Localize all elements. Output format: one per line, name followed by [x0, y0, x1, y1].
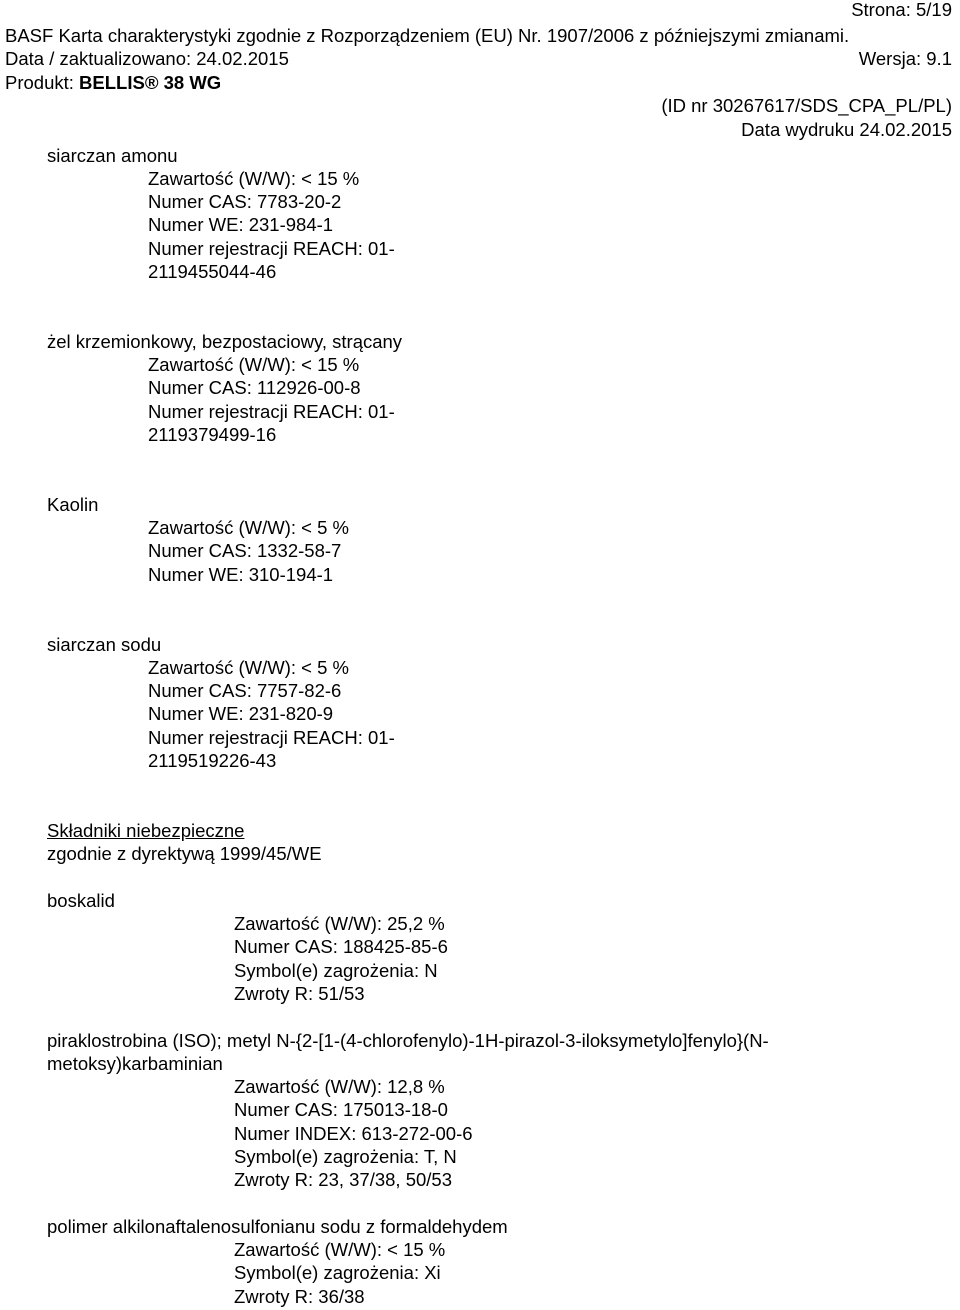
substance-name: żel krzemionkowy, bezpostaciowy, strącany [47, 331, 403, 352]
page-number: Strona: 5/19 [851, 0, 952, 20]
substance-detail: Numer rejestracji REACH: 01- [148, 401, 395, 422]
substance-detail: Numer CAS: 112926-00-8 [148, 377, 361, 398]
substance-detail: Numer rejestracji REACH: 01- [148, 238, 395, 259]
substance-detail: 2119455044-46 [148, 261, 277, 282]
substance-detail: Zawartość (W/W): 12,8 % [234, 1076, 445, 1097]
substance-detail: Numer CAS: 175013-18-0 [234, 1099, 448, 1120]
substance-detail: Zawartość (W/W): < 15 % [148, 168, 360, 189]
substance-detail: Zwroty R: 36/38 [234, 1286, 365, 1307]
substance-name-continued: metoksy)karbaminian [47, 1053, 223, 1074]
substance-detail: Zawartość (W/W): < 15 % [148, 354, 360, 375]
substance-detail: Zawartość (W/W): 25,2 % [234, 913, 445, 934]
substance-detail: Numer WE: 231-984-1 [148, 214, 334, 235]
substance-detail: Symbol(e) zagrożenia: Xi [234, 1262, 441, 1283]
section-heading: Składniki niebezpieczne [47, 820, 245, 841]
substance-name: siarczan amonu [47, 145, 178, 166]
substance-detail: 2119519226-43 [148, 750, 277, 771]
substance-detail: Zawartość (W/W): < 5 % [148, 517, 349, 538]
substance-name: polimer alkilonaftalenosulfonianu sodu z formaldehydem [47, 1216, 508, 1237]
substance-detail: Zawartość (W/W): < 15 % [234, 1239, 446, 1260]
substance-name: piraklostrobina (ISO); metyl N-{2-[1-(4-chlorofenylo)-1H-pirazol-3-iloksymetylo]fenylo}(N- [47, 1030, 769, 1051]
substance-detail: 2119379499-16 [148, 424, 277, 445]
substance-detail: Numer CAS: 7783-20-2 [148, 191, 342, 212]
substance-name: Kaolin [47, 494, 99, 515]
substance-detail: Zwroty R: 51/53 [234, 983, 365, 1004]
version: Wersja: 9.1 [858, 48, 952, 69]
substance-detail: Zawartość (W/W): < 5 % [148, 657, 349, 678]
substance-detail: Numer CAS: 188425-85-6 [234, 936, 448, 957]
product-label: Produkt: [5, 72, 80, 93]
substance-detail: Numer WE: 310-194-1 [148, 564, 334, 585]
product-name: BELLIS® 38 WG [79, 72, 222, 93]
substance-detail: Symbol(e) zagrożenia: T, N [234, 1146, 457, 1167]
substance-detail: Numer INDEX: 613-272-00-6 [234, 1123, 473, 1144]
substance-name: siarczan sodu [47, 634, 162, 655]
substance-detail: Symbol(e) zagrożenia: N [234, 960, 438, 981]
print-date: Data wydruku 24.02.2015 [741, 119, 952, 140]
substance-detail: Zwroty R: 23, 37/38, 50/53 [234, 1169, 453, 1190]
document-title: BASF Karta charakterystyki zgodnie z Rozporządzeniem (EU) Nr. 1907/2006 z późniejszymi zmianami. [5, 25, 850, 46]
substance-name: boskalid [47, 890, 115, 911]
substance-detail: Numer rejestracji REACH: 01- [148, 727, 395, 748]
document-id: (ID nr 30267617/SDS_CPA_PL/PL) [661, 95, 952, 116]
substance-detail: Numer CAS: 7757-82-6 [148, 680, 342, 701]
substance-detail: Numer CAS: 1332-58-7 [148, 540, 342, 561]
substance-detail: Numer WE: 231-820-9 [148, 703, 334, 724]
product-line [5, 72, 221, 94]
section-subheading: zgodnie z dyrektywą 1999/45/WE [47, 843, 322, 864]
date-updated: Data / zaktualizowano: 24.02.2015 [5, 48, 289, 69]
